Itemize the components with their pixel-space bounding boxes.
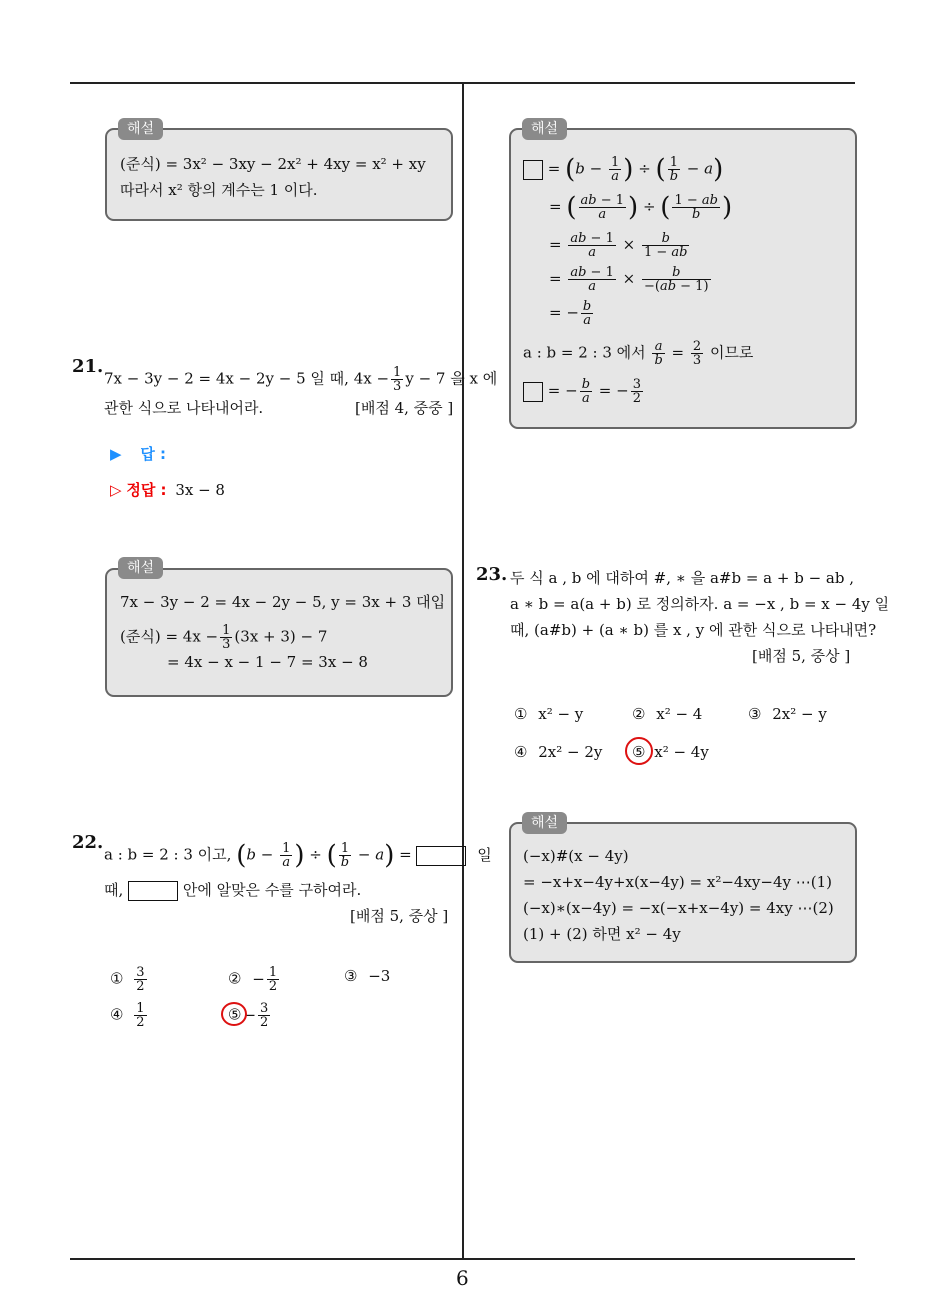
choice-mark: ② [632,705,646,723]
q21-sol2-b: (3x + 3) − 7 [234,627,328,646]
q22-choice-5-fraction [258,1002,270,1029]
choice-mark: ① [110,969,124,988]
q21-question-line2: 관한 식으로 나타내어라. [104,399,264,417]
q21-line1-frac-num: 1 [393,365,402,380]
q22-frac-1-over-b: $\frac{1}{b}$ [340,841,350,870]
q22-choice-2-fraction [267,966,279,993]
frac-den: 2 [136,979,145,994]
q22-sol-line3: = $\frac{ab - 1}{a}$ × $\frac{b}{1 - ab}$ [549,231,688,260]
q23-question-line1: 두 식 a , b 에 대하여 #, ∗ 을 a#b = a + b − ab , [510,569,855,587]
q23-score: [배점 5, 중상 ] [752,647,851,665]
column-divider [462,82,464,1260]
q21-question-line1 [104,366,497,393]
choice-mark: ⑤ [228,1005,242,1024]
q20-solution-line1: (준식) = 3x² − 3xy − 2x² + 4xy = x² + xy [120,155,426,173]
choice-value: x² − y [538,705,584,723]
q21-solution-box [105,568,453,697]
q22-sol-line4: = $\frac{ab - 1}{a}$ × $\frac{b}{-(ab - 1)}$ [549,265,709,294]
q23-question-line2: a ∗ b = a(a + b) 로 정의하자. a = −x , b = x − 4y 일 [510,595,890,613]
q23-solution-tag: 해설 [522,812,567,834]
q22-sol-line2: = ( $\frac{ab - 1}{a}$ ) ÷ ( $\frac{1 - ab}{b}$ ) [549,192,733,223]
q21-line1-frac-den: 3 [393,379,402,394]
choice-mark: ④ [110,1005,124,1024]
q22-line1-b: 일 [477,845,492,864]
q23-choice-1[interactable] [514,704,583,724]
q21-answer-label: 답 : [140,445,167,463]
q21-correct-value: 3x − 8 [175,481,225,499]
q22-sol-line6: a : b = 2 : 3 에서 $\frac{a}{b}$ = $\frac{2}{3}$ 이므로 [523,339,754,368]
q22-choice-4-fraction [134,1002,146,1029]
left-paren: ( [326,840,337,871]
left-paren: ( [236,840,247,871]
q21-line1-a: 7x − 3y − 2 = 4x − 2y − 5 일 때, 4x − [104,369,390,388]
q23-solution-line4: (1) + (2) 하면 x² − 4y [523,925,681,943]
q20-solution-tag: 해설 [118,118,163,140]
choice-value: 2x² − y [772,705,827,723]
choice-value: x² − 4y [654,743,709,761]
q21-solution-line3: = 4x − x − 1 − 7 = 3x − 8 [167,653,368,671]
q21-line1-b: y − 7 을 x 에 [405,369,498,388]
q21-line1-fraction [391,366,403,393]
q22-choice-4[interactable] [110,1002,149,1029]
q21-number: 21. [72,356,104,377]
q21-sol2-fraction [220,624,232,651]
q23-solution-box [509,822,857,963]
q21-answer-row [110,444,166,464]
bottom-rule [70,1258,855,1260]
q22-solution-tag: 해설 [522,118,567,140]
choice-sign: − [252,969,265,988]
q22-solution-box [509,128,857,429]
q21-correct-label: 정답 : [126,481,167,499]
frac-den: 2 [136,1015,145,1030]
q21-sol2-frac-num: 1 [222,623,231,638]
q22-score: [배점 5, 중상 ] [350,907,449,925]
play-arrow-icon: ▶ [110,445,122,463]
q22-answer-circle-mark [221,1002,247,1026]
q22-number: 22. [72,832,104,853]
q22-choice-1-fraction [134,966,146,993]
q23-solution-line2: = −x+x−4y+x(x−4y) = x²−4xy−4y ⋯(1) [523,873,832,891]
q21-solution-line2 [120,624,327,651]
q22-choice-2[interactable] [228,966,281,993]
q22-blank-inline [128,881,178,901]
q22-answer-blank [416,846,466,866]
q22-question-line1: a : b = 2 : 3 이고, (b − $\frac{1}{a}$ ) ÷ ( $\frac{1}{b}$ − a) = 일 [104,840,492,871]
q20-solution-line2: 따라서 x² 항의 계수는 1 이다. [120,181,318,199]
q21-correct-row [110,480,225,500]
page-number: 6 [456,1266,469,1290]
q23-choice-2[interactable] [632,704,702,724]
q23-solution-line1: (−x)#(x − 4y) [523,847,629,865]
q20-solution-box [105,128,453,221]
frac-den: 2 [260,1015,269,1030]
q21-score: [배점 4, 중중 ] [355,399,454,417]
q22-frac-1-over-a: $\frac{1}{a}$ [282,841,291,870]
outline-arrow-icon: ▷ [110,481,122,499]
q22-sol-line5: = − $\frac{b}{a}$ [549,299,592,328]
q21-sol2-frac-den: 3 [222,637,231,652]
right-paren: ) [294,840,305,871]
choice-mark: ③ [748,705,762,723]
q23-number: 23. [476,564,508,585]
q21-sol2-a: (준식) = 4x − [120,627,219,646]
choice-value: −3 [368,967,391,985]
choice-mark: ① [514,705,528,723]
q22-choice-3[interactable] [344,966,390,986]
q23-choice-4[interactable] [514,742,602,762]
q23-choice-3[interactable] [748,704,827,724]
frac-num: 3 [260,1001,269,1016]
choice-value: 2x² − 2y [538,743,603,761]
q21-solution-tag: 해설 [118,557,163,579]
q22-sol6-b: 이므로 [709,343,754,362]
blank-box-icon [523,382,543,402]
choice-mark: ④ [514,743,528,761]
frac-num: 3 [136,965,145,980]
q22-sol-line1: = (b − $\frac{1}{a}$ ) ÷ ( $\frac{1}{b}$ − a) [523,156,723,183]
q22-line2-b: 안에 알맞은 수를 구하여라. [182,881,362,899]
frac-num: 1 [136,1001,145,1016]
right-paren: ) [384,840,395,871]
q22-choice-1[interactable] [110,966,149,993]
choice-mark: ⑤ [632,743,646,761]
q22-question-line2 [104,880,361,901]
q22-sol-line7: = − $\frac{b}{a}$ = − $\frac{3}{2}$ [523,378,645,405]
q23-solution-line3: (−x)∗(x−4y) = −x(−x+x−4y) = 4xy ⋯(2) [523,899,834,917]
choice-sign: − [243,1005,257,1024]
q22-line2-a: 때, [104,881,124,899]
q23-answer-circle-mark [625,737,653,765]
blank-box-icon [523,160,543,180]
q21-solution-line1: 7x − 3y − 2 = 4x − 2y − 5, y = 3x + 3 대입 [120,593,446,611]
q22-sol6-a: a : b = 2 : 3 에서 [523,343,646,362]
frac-num: 1 [268,965,278,980]
choice-mark: ③ [344,967,358,985]
q23-question-line3: 때, (a#b) + (a ∗ b) 를 x , y 에 관한 식으로 나타내면? [510,621,877,639]
choice-value: x² − 4 [656,705,703,723]
q22-line1-a: a : b = 2 : 3 이고, [104,845,232,864]
frac-den: 2 [268,979,278,994]
choice-mark: ② [228,969,242,988]
